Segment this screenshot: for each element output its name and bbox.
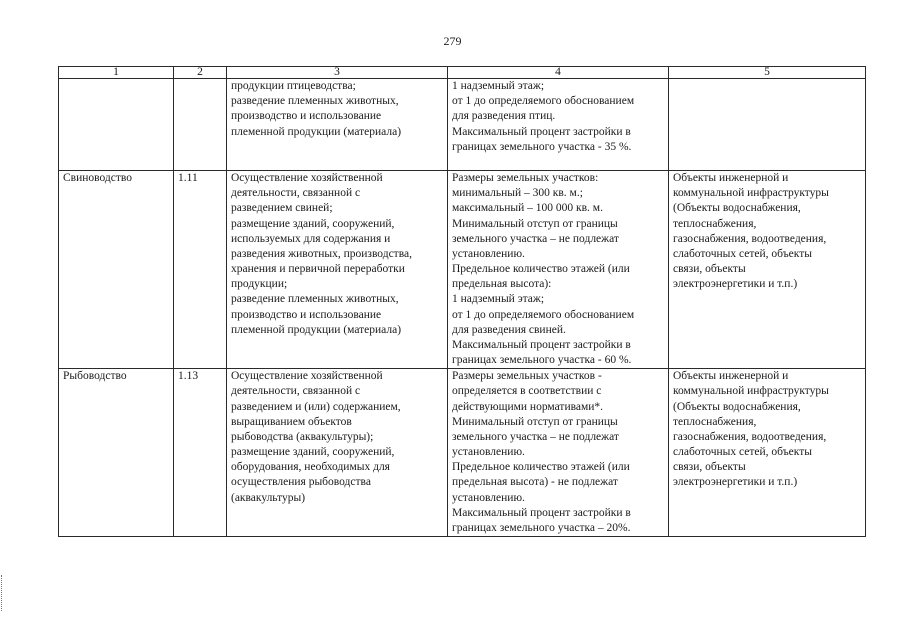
description-cell-line: производство и использование: [231, 308, 382, 321]
description-cell-line: разведением и (или) содержанием,: [231, 400, 401, 413]
parameters-cell: [448, 79, 669, 171]
infrastructure-cell-line: газоснабжения, водоотведения,: [673, 430, 827, 443]
parameters-cell-line: границах земельного участка - 35 %.: [452, 140, 632, 153]
infrastructure-cell-line: слаботочных сетей, объекты: [673, 247, 812, 260]
parameters-cell-line: установлению.: [452, 491, 525, 504]
use-name-cell-text: Свиноводство: [63, 172, 133, 184]
parameters-cell-line: границах земельного участка – 20%.: [452, 521, 631, 534]
use-name-cell: [59, 369, 174, 537]
parameters-cell: [448, 171, 669, 369]
description-cell-line: деятельности, связанной с: [231, 187, 361, 200]
column-header-2: 2: [174, 67, 227, 79]
page-number: 279: [443, 34, 462, 48]
use-name-cell: [59, 79, 174, 171]
parameters-cell-line: земельного участка – не подлежат: [452, 430, 619, 443]
parameters-cell-line: Минимальный отступ от границы: [452, 217, 618, 230]
description-cell-line: племенной продукции (материала): [231, 125, 402, 138]
column-header-3: 3: [227, 67, 448, 79]
description-cell-line: деятельности, связанной с: [231, 385, 361, 398]
parameters-cell-line: определяется в соответствии с: [452, 385, 602, 398]
parameters-cell-line: Минимальный отступ от границы: [452, 415, 618, 428]
parameters-cell-line: минимальный – 300 кв. м.;: [452, 187, 583, 200]
description-cell: [227, 369, 448, 537]
parameters-cell-line: от 1 до определяемого обоснованием: [452, 95, 635, 108]
description-cell-line: хранения и первичной переработки: [231, 263, 405, 276]
use-code-cell: [174, 171, 227, 369]
parameters-cell: [448, 369, 669, 537]
description-cell: [227, 79, 448, 171]
description-cell-line: размещение зданий, сооружений,: [231, 446, 395, 459]
column-header-4: 4: [448, 67, 669, 79]
description-cell: [227, 171, 448, 369]
description-cell-line: (аквакультуры): [231, 491, 306, 504]
infrastructure-cell-line: газоснабжения, водоотведения,: [673, 232, 827, 245]
use-code-cell: [174, 79, 227, 171]
description-cell-line: племенной продукции (материала): [231, 323, 402, 336]
table-row: [59, 369, 866, 537]
use-name-cell-text: Рыбоводство: [63, 370, 127, 383]
infrastructure-cell: [669, 369, 866, 537]
parameters-cell-line: установлению.: [452, 247, 525, 260]
margin-mark: [1, 575, 6, 611]
description-cell-line: продукции;: [231, 278, 288, 291]
description-cell-line: продукции птицеводства;: [231, 80, 356, 92]
description-cell-line: разведение племенных животных,: [231, 293, 399, 306]
land-use-table: [58, 66, 866, 537]
infrastructure-cell-line: теплоснабжения,: [673, 217, 757, 230]
parameters-cell-line: земельного участка – не подлежат: [452, 232, 619, 245]
description-cell-line: осуществления рыбоводства: [231, 476, 371, 489]
table-row: [59, 171, 866, 369]
use-code-cell: [174, 369, 227, 537]
infrastructure-cell-line: слаботочных сетей, объекты: [673, 446, 812, 459]
parameters-cell-line: Размеры земельных участков:: [452, 172, 599, 184]
infrastructure-cell-line: (Объекты водоснабжения,: [673, 202, 801, 215]
parameters-cell-line: действующими нормативами*.: [452, 400, 604, 413]
description-cell-line: Осуществление хозяйственной: [231, 172, 383, 184]
parameters-cell-line: установлению.: [452, 446, 525, 459]
infrastructure-cell-line: теплоснабжения,: [673, 415, 757, 428]
parameters-cell-line: Максимальный процент застройки в: [452, 338, 631, 351]
infrastructure-cell-line: электроэнергетики и т.п.): [673, 278, 798, 291]
parameters-cell-line: 1 надземный этаж;: [452, 80, 545, 92]
column-header-5: 5: [669, 67, 866, 79]
description-cell-line: производство и использование: [231, 110, 382, 123]
description-cell-line: разведения животных, производства,: [231, 247, 412, 260]
parameters-cell-line: предельная высота) - не подлежат: [452, 476, 618, 489]
description-cell-line: оборудования, необходимых для: [231, 461, 390, 474]
parameters-cell-line: Предельное количество этажей (или: [452, 263, 630, 276]
use-code-cell-text: 1.11: [178, 172, 198, 184]
infrastructure-cell-line: связи, объекты: [673, 461, 746, 474]
description-cell-line: разведение племенных животных,: [231, 95, 399, 108]
header-row: [59, 67, 866, 79]
description-cell-line: выращиванием объектов: [231, 415, 352, 428]
infrastructure-cell-line: Объекты инженерной и: [673, 172, 789, 184]
infrastructure-cell-line: электроэнергетики и т.п.): [673, 476, 798, 489]
use-name-cell: [59, 171, 174, 369]
infrastructure-cell-line: Объекты инженерной и: [673, 370, 789, 383]
infrastructure-cell: [669, 171, 866, 369]
parameters-cell-line: для разведения свиней.: [452, 323, 566, 336]
table-row: [59, 79, 866, 171]
infrastructure-cell: [669, 79, 866, 171]
description-cell-line: используемых для содержания и: [231, 232, 391, 245]
parameters-cell-line: Предельное количество этажей (или: [452, 461, 630, 474]
parameters-cell-line: от 1 до определяемого обоснованием: [452, 308, 635, 321]
parameters-cell-line: Максимальный процент застройки в: [452, 125, 631, 138]
parameters-cell-line: предельная высота):: [452, 278, 552, 291]
parameters-cell-line: для разведения птиц.: [452, 110, 556, 123]
parameters-cell-line: Размеры земельных участков -: [452, 370, 602, 383]
column-header-1: 1: [59, 67, 174, 79]
description-cell-line: разведением свиней;: [231, 202, 333, 215]
description-cell-line: рыбоводства (аквакультуры);: [231, 430, 374, 443]
infrastructure-cell-line: (Объекты водоснабжения,: [673, 400, 801, 413]
infrastructure-cell-line: коммунальной инфраструктуры: [673, 187, 829, 200]
description-cell-line: размещение зданий, сооружений,: [231, 217, 395, 230]
parameters-cell-line: 1 надземный этаж;: [452, 293, 545, 306]
description-cell-line: Осуществление хозяйственной: [231, 370, 383, 383]
parameters-cell-line: границах земельного участка - 60 %.: [452, 354, 632, 367]
use-code-cell-text: 1.13: [178, 370, 199, 383]
parameters-cell-line: максимальный – 100 000 кв. м.: [452, 202, 603, 215]
infrastructure-cell-line: связи, объекты: [673, 263, 746, 276]
parameters-cell-line: Максимальный процент застройки в: [452, 506, 631, 519]
infrastructure-cell-line: коммунальной инфраструктуры: [673, 385, 829, 398]
